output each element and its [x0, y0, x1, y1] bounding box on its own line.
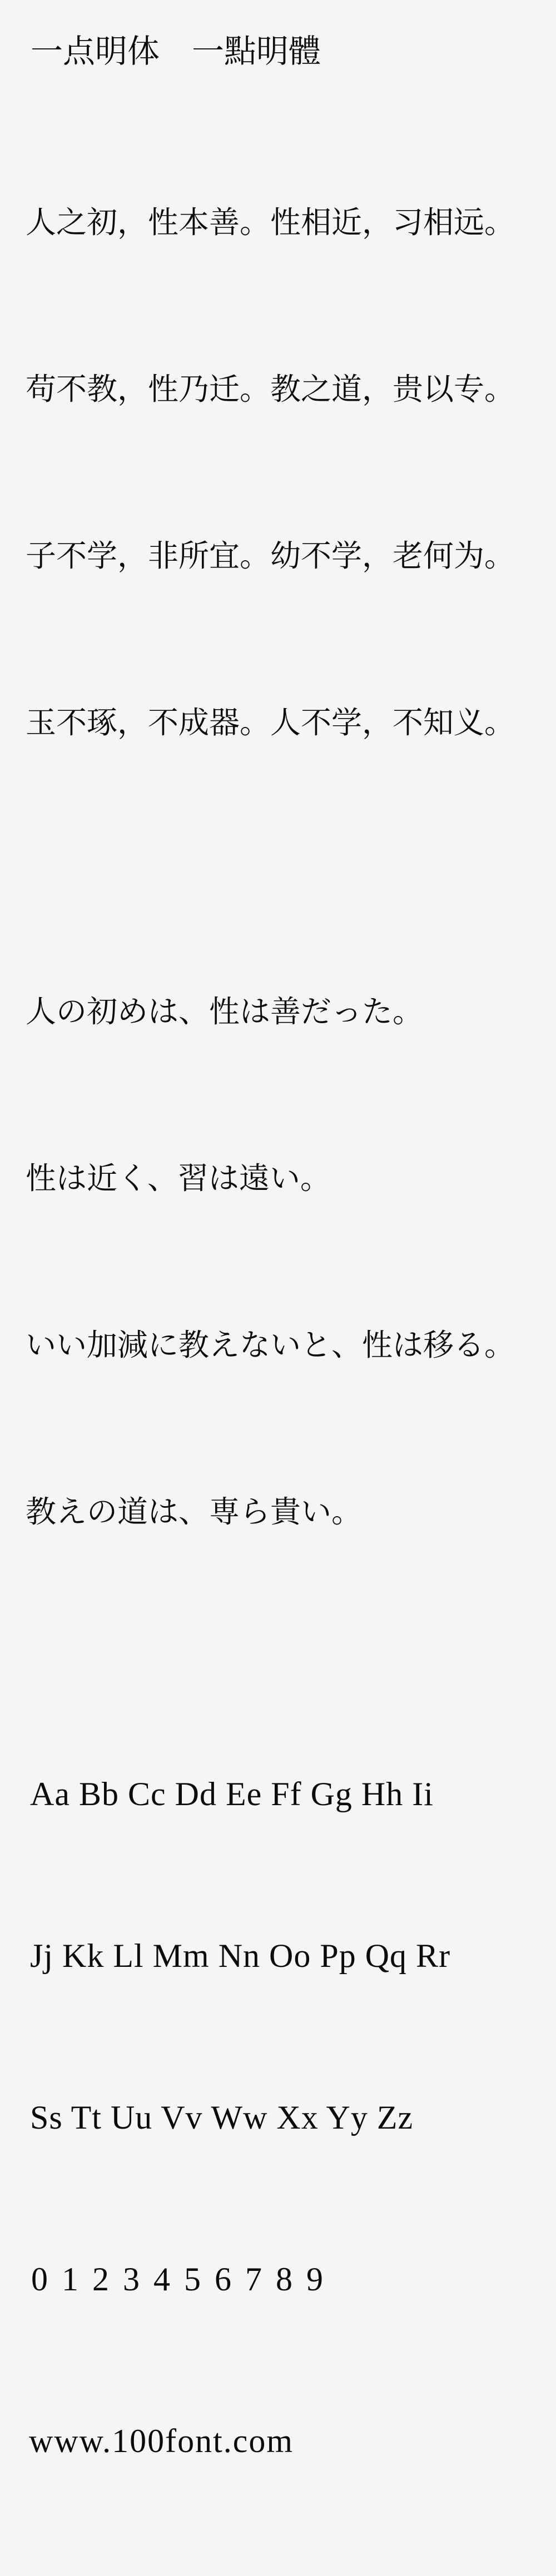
japanese-specimen-line: 教えの道は、専ら貴い。 — [26, 1495, 363, 1529]
japanese-specimen-block — [26, 873, 556, 1651]
font-name-title: 一点明体 一點明體 — [31, 33, 321, 69]
numerals-line: 0 1 2 3 4 5 6 7 8 9 — [31, 2261, 326, 2298]
japanese-specimen-line: 性は近く、習は遠い。 — [26, 1162, 331, 1195]
website-url: www.100font.com — [29, 2423, 294, 2459]
chinese-specimen-line: 玉不琢，不成器。人不学，不知义。 — [26, 706, 515, 740]
chinese-specimen-line: 苟不教，性乃迁。教之道，贵以专。 — [26, 372, 515, 406]
chinese-specimen-block — [26, 84, 556, 862]
latin-alphabet-line: Aa Bb Cc Dd Ee Ff Gg Hh Ii — [30, 1776, 434, 1812]
latin-alphabet-line: Jj Kk Ll Mm Nn Oo Pp Qq Rr — [30, 1937, 451, 1974]
latin-alphabet-line: Ss Tt Uu Vv Ww Xx Yy Zz — [30, 2099, 414, 2136]
chinese-specimen-line: 人之初，性本善。性相近，习相远。 — [26, 206, 515, 240]
chinese-specimen-line: 子不学，非所宜。幼不学，老何为。 — [26, 539, 515, 573]
latin-specimen-block — [26, 1660, 556, 2576]
japanese-specimen-line: いい加減に教えないと、性は移る。 — [26, 1328, 515, 1362]
japanese-specimen-line: 人の初めは、性は善だった。 — [26, 995, 424, 1029]
